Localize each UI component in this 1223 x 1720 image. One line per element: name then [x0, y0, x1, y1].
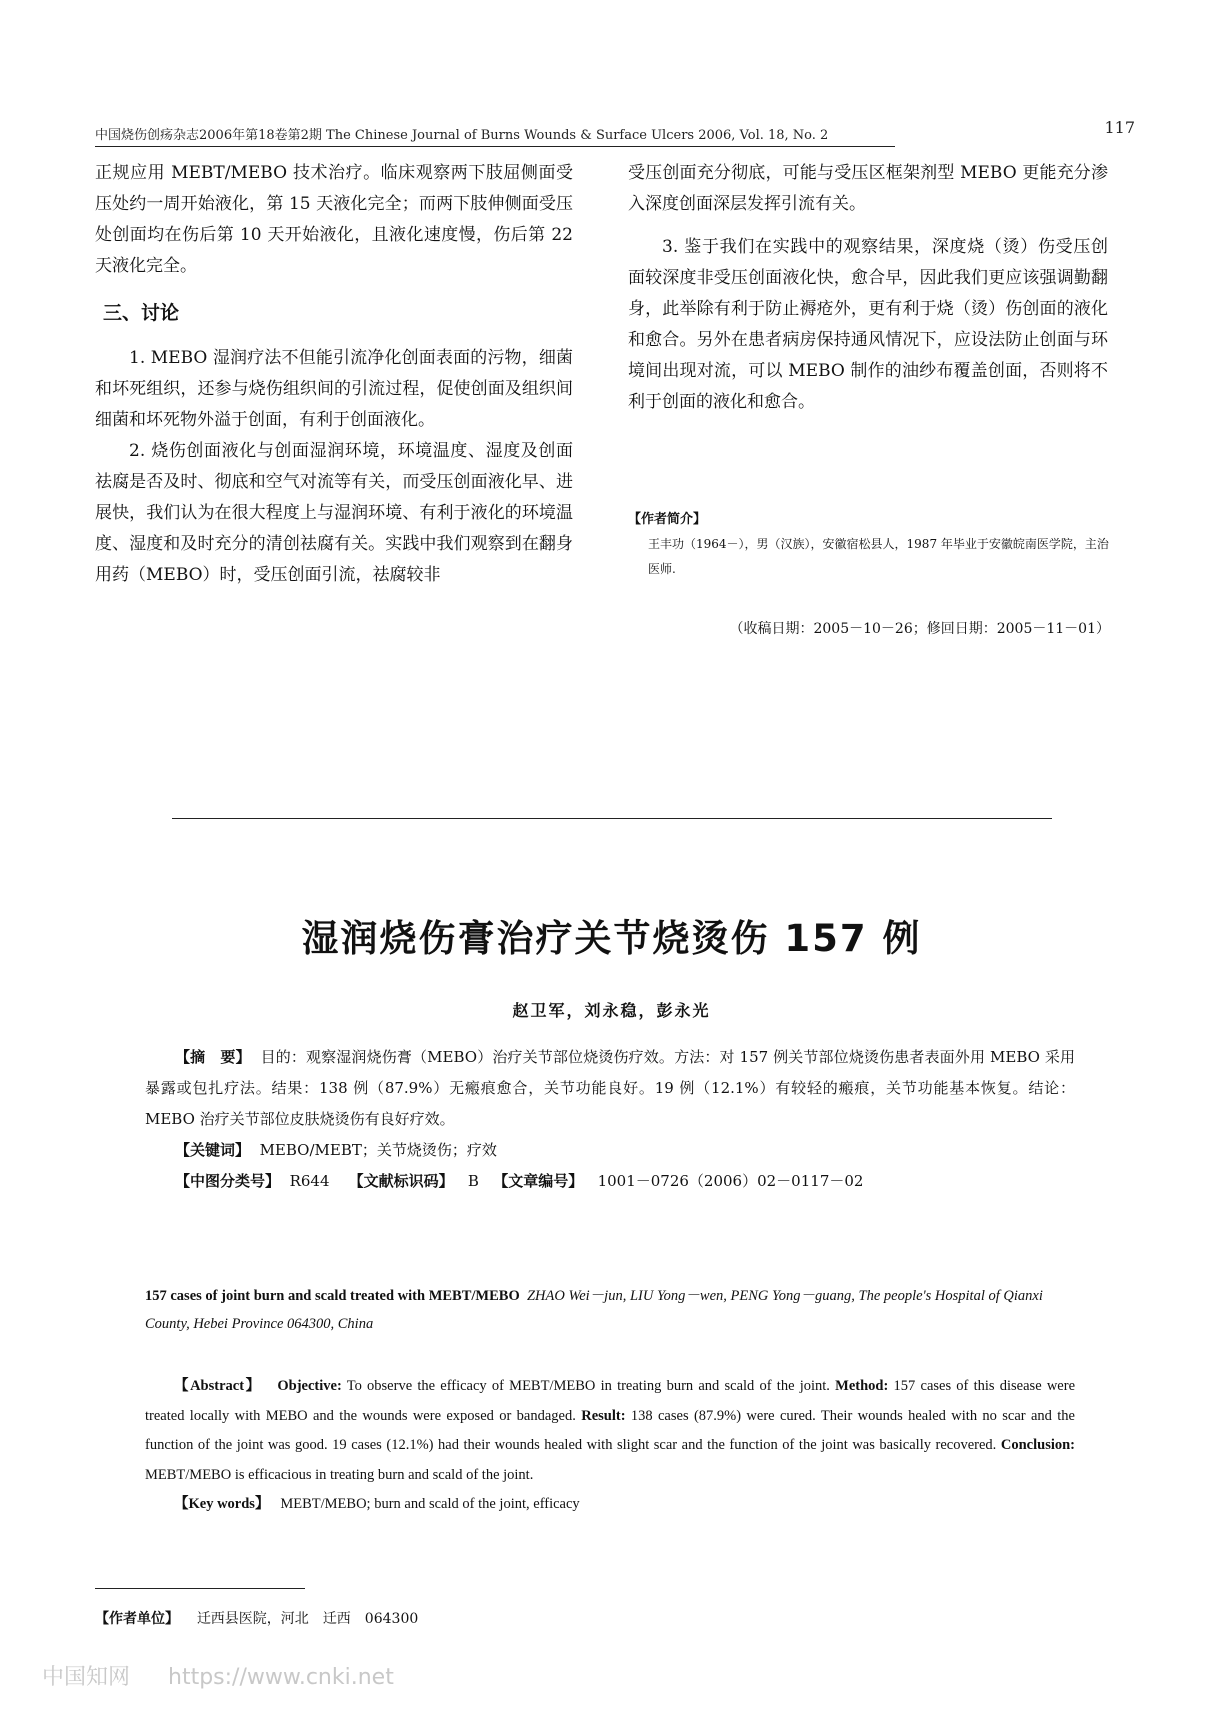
- author-bio-text: 王丰功（1964－），男（汉族），安徽宿松县人，1987 年毕业于安徽皖南医学院，主治医师.: [648, 537, 1109, 576]
- left-paragraph-2: 1. MEBO 湿润疗法不但能引流净化创面表面的污物，细菌和坏死组织，还参与烧伤组织间的引流过程，促使创面及组织间细菌和坏死物外溢于创面，有利于创面液化。: [95, 348, 573, 430]
- watermark-url: https://www.cnki.net: [168, 1665, 394, 1690]
- author-bio-label: 【作者简介】: [628, 512, 707, 527]
- doc-code-value: B: [467, 1172, 479, 1190]
- en-keywords: MEBT/MEBO; burn and scald of the joint, efficacy: [280, 1496, 580, 1512]
- keywords-line: [145, 1135, 1075, 1166]
- article-number-value: 1001－0726（2006）02－0117－02: [597, 1172, 864, 1190]
- en-conclusion-label: Conclusion:: [1000, 1437, 1076, 1453]
- clc-value: R644: [289, 1172, 330, 1190]
- right-paragraph-2: 3. 鉴于我们在实践中的观察结果，深度烧（烫）伤受压创面较深度非受压创面液化快，愈合早，因此我们更应该强调勤翻身，此举除有利于防止褥疮外，更有利于烧（烫）伤创面的液化和愈合。另外在患者病房保持通风情况下，应设法防止创面与环境间出现对流，可以 MEBO 制作的油纱布覆盖创面，否则将不利于创面的液化和愈合。: [628, 237, 1108, 412]
- chinese-abstract: [145, 1042, 1075, 1135]
- en-objective: To observe the efficacy of MEBT/MEBO in treating burn and scald of the joint.: [346, 1378, 830, 1394]
- article-authors: 赵卫军，刘永稳，彭永光: [512, 1001, 711, 1020]
- running-head: 中国烧伤创疡杂志2006年第18卷第2期 The Chinese Journal of Burns Wounds & Surface Ulcers 2006, Vol. 18, No. 2: [95, 128, 829, 143]
- page-number: 117: [1104, 118, 1135, 137]
- left-paragraph-1: 正规应用 MEBT/MEBO 技术治疗。临床观察两下肢屈侧面受压处约一周开始液化，第 15 天液化完全；而两下肢伸侧面受压处创面均在伤后第 10 天开始液化，且液化速度慢，伤后第 22 天液化完全。: [95, 163, 573, 276]
- english-title-block: [145, 1282, 1075, 1338]
- affiliation-text: 迁西县医院，河北 迁西 064300: [196, 1611, 419, 1627]
- en-result: 138 cases (87.9%) were cured. Their wounds healed with no scar and the function of the joint was good. 19 cases (12.1%) had their wounds healed with slight scar and the function of the joint was basically recovered.: [145, 1407, 1075, 1453]
- left-column: [95, 158, 573, 591]
- clc-label: 【中图分类号】: [175, 1172, 281, 1190]
- english-abstract-block: [145, 1372, 1075, 1520]
- right-column: [628, 158, 1108, 418]
- header-rule: [95, 146, 895, 147]
- chinese-abstract-block: [145, 1042, 1075, 1197]
- cnki-watermark: [42, 1660, 432, 1691]
- article-number-label: 【文章编号】: [493, 1172, 584, 1190]
- english-abstract: [145, 1372, 1075, 1490]
- doc-code-label: 【文献标识码】: [348, 1172, 454, 1190]
- right-paragraph-1: 受压创面充分彻底，可能与受压区框架剂型 MEBO 更能充分渗入深度创面深层发挥引流有关。: [628, 163, 1108, 214]
- abstract-text: 目的：观察湿润烧伤膏（MEBO）治疗关节部位烧烫伤疗效。方法：对 157 例关节部位烧烫伤患者表面外用 MEBO 采用暴露或包扎疗法。结果：138 例（87.9%）无瘢痕愈合，关节功能良好。19 例（12.1%）有较轻的瘢痕，关节功能基本恢复。结论：MEBO 治疗关节部位皮肤烧烫伤有良好疗效。: [145, 1048, 1075, 1128]
- article-title: 湿润烧伤膏治疗关节烧烫伤 157 例: [301, 917, 922, 960]
- footnote-rule: [95, 1588, 305, 1589]
- en-method: 157 cases of this disease were treated locally with MEBO and the wounds were exposed or bandaged.: [145, 1378, 1076, 1424]
- english-title: 157 cases of joint burn and scald treated with MEBT/MEBO: [145, 1288, 520, 1304]
- keywords-label: 【关键词】: [175, 1141, 251, 1159]
- english-keywords-line: [145, 1490, 1075, 1520]
- en-method-label: Method:: [835, 1378, 889, 1394]
- en-abstract-label: 【Abstract】: [174, 1378, 262, 1394]
- article-separator: [172, 818, 1052, 819]
- affiliation-label: 【作者单位】: [95, 1611, 179, 1627]
- left-paragraph-3: 2. 烧伤创面液化与创面湿润环境，环境温度、湿度及创面祛腐是否及时、彻底和空气对流等有关，而受压创面液化早、进展快，我们认为在很大程度上与湿润环境、有利于液化的环境温度、湿度和及时充分的清创祛腐有关。实践中我们观察到在翻身用药（MEBO）时，受压创面引流，祛腐较非: [95, 441, 573, 585]
- keywords-text: MEBO/MEBT；关节烧烫伤；疗效: [259, 1141, 497, 1159]
- affiliation-footnote: [95, 1608, 418, 1628]
- classification-line: [145, 1166, 1075, 1197]
- en-keywords-label: 【Key words】: [174, 1496, 270, 1512]
- watermark-site-name: 中国知网: [42, 1665, 131, 1690]
- received-dates: （收稿日期：2005－10－26；修回日期：2005－11－01）: [729, 621, 1110, 637]
- en-result-label: Result:: [581, 1407, 626, 1424]
- en-objective-label: Objective:: [277, 1378, 342, 1394]
- discussion-heading: 三、讨论: [103, 302, 180, 324]
- en-conclusion: MEBT/MEBO is efficacious in treating burn and scald of the joint.: [145, 1466, 534, 1483]
- english-authors-affiliation: ZHAO Wei－jun, LIU Yong－wen, PENG Yong－guang, The people's Hospital of Qianxi County, Hebei Province 064300, China: [145, 1288, 1043, 1332]
- abstract-label: 【摘 要】: [175, 1048, 251, 1066]
